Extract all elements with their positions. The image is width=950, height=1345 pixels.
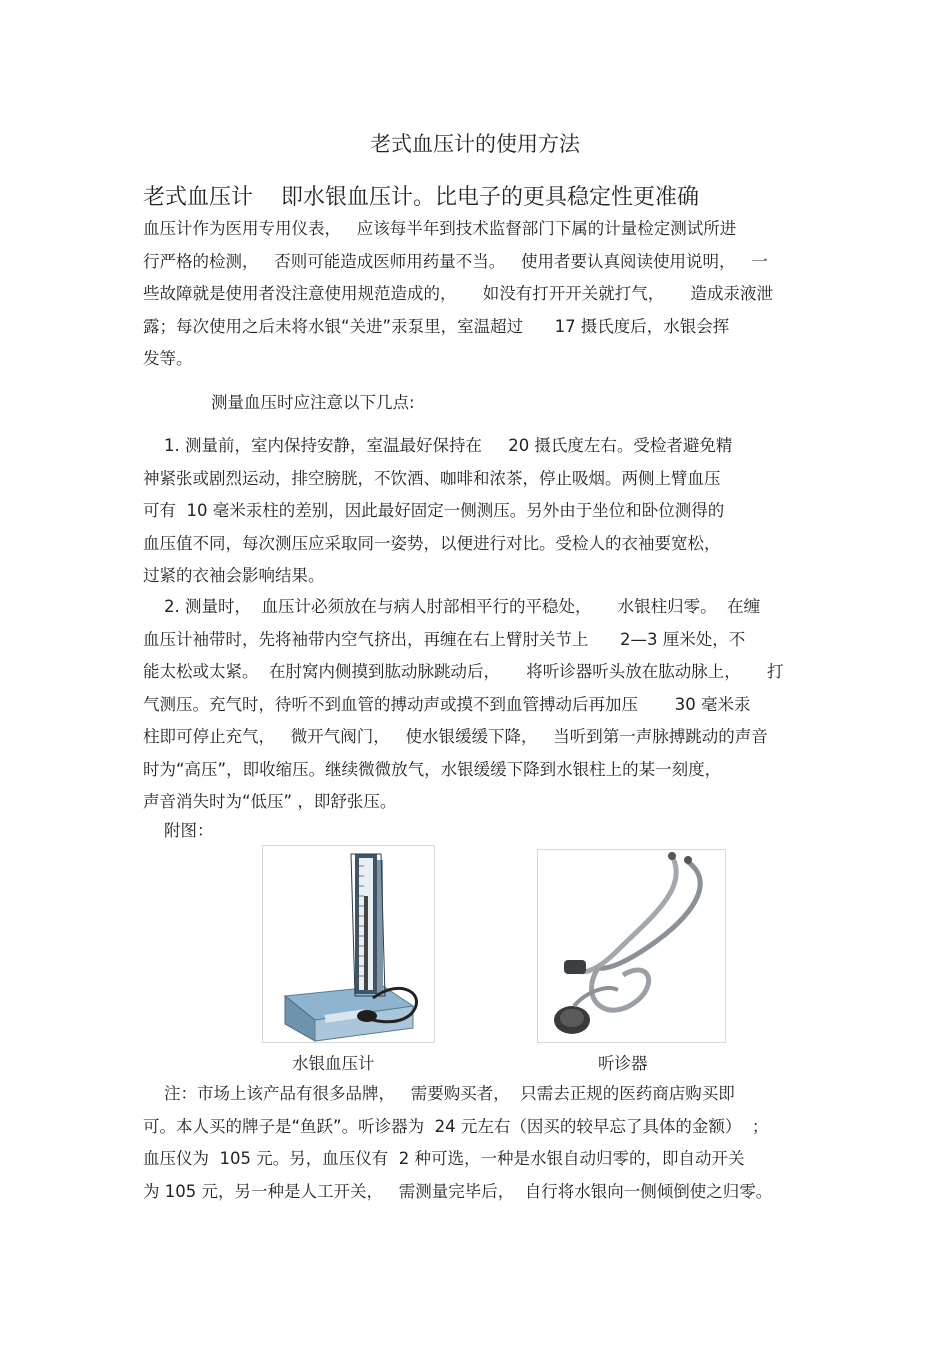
text-line: 血压值不同，每次测压应采取同一姿势，以便进行对比。受检人的衣袖要宽松， <box>143 533 721 553</box>
text-line: 可有 10 毫米汞柱的差别，因此最好固定一侧测压。另外由于坐位和卧位测得的 <box>143 501 725 520</box>
text-line: 气测压。充气时，待听不到血管的搏动声或摸不到血管搏动后再加压 30 毫米汞 <box>143 694 751 714</box>
note-paragraph <box>143 1078 813 1208</box>
text-line: 些故障就是使用者没注意使用规范造成的， 如没有打开开关就打气， 造成汞液泄 <box>143 284 773 303</box>
text-line: 血压计作为医用专用仪表， 应该每半年到技术监督部门下属的计量检定测试所进 <box>143 219 737 238</box>
text-line: 1. 测量前，室内保持安静，室温最好保持在 20 摄氏度左右。受检者避免精 <box>143 436 733 455</box>
text-line: 可。本人买的牌子是“鱼跃”。听诊器为 24 元左右（因买的较早忘了具体的金额） ； <box>143 1116 769 1136</box>
stethoscope-icon <box>538 850 725 1042</box>
intro-paragraph <box>143 213 813 376</box>
stethoscope-image <box>537 849 726 1043</box>
text-line: 声音消失时为“低压” ，即舒张压。 <box>143 792 397 811</box>
text-line: 过紧的衣袖会影响结果。 <box>143 566 325 585</box>
figure-caption-stethoscope: 听诊器 <box>598 1054 648 1073</box>
figures-row <box>0 843 950 1083</box>
text-line: 测量血压时应注意以下几点: <box>211 393 415 412</box>
text-line: 血压仪为 105 元。另，血压仪有 2 种可选，一种是水银自动归零的，即自动开关 <box>143 1149 745 1168</box>
notice-heading <box>211 387 881 420</box>
text-line: 发等。 <box>143 349 193 368</box>
text-line: 行严格的检测， 否则可能造成医师用药量不当。 使用者要认真阅读使用说明， 一 <box>143 251 768 271</box>
point-1-paragraph <box>143 430 813 593</box>
text-line: 注：市场上该产品有很多品牌， 需要购买者， 只需去正规的医药商店购买即 <box>143 1084 735 1103</box>
section-heading: 老式血压计 即水银血压计。比电子的更具稳定性更准确 <box>143 185 699 210</box>
figure-caption-sphygmomanometer: 水银血压计 <box>292 1054 375 1073</box>
text-line: 2. 测量时， 血压计必须放在与病人肘部相平行的平稳处， 水银柱归零。 在缠 <box>143 597 761 616</box>
text-line: 露；每次使用之后未将水银“关进”汞泵里，室温超过 17 摄氏度后，水银会挥 <box>143 316 730 336</box>
point-2-paragraph <box>143 591 813 819</box>
text-line: 柱即可停止充气， 微开气阀门， 使水银缓缓下降， 当听到第一声脉搏跳动的声音 <box>143 727 768 746</box>
text-line: 血压计袖带时，先将袖带内空气挤出，再缠在右上臂肘关节上 2—3 厘米处，不 <box>143 629 746 649</box>
text-line: 附图： <box>143 821 214 840</box>
text-line: 为 105 元，另一种是人工开关， 需测量完毕后， 自行将水银向一侧倾倒使之归零。 <box>143 1181 773 1201</box>
text-line: 能太松或太紧。 在肘窝内侧摸到肱动脉跳动后， 将听诊器听头放在肱动脉上， 打 <box>143 662 784 681</box>
text-line: 神紧张或剧烈运动，排空膀胱，不饮酒、咖啡和浓茶，停止吸烟。两侧上臂血压 <box>143 468 721 488</box>
mercury-sphygmomanometer-icon <box>263 846 434 1042</box>
text-line: 时为“高压”，即收缩压。继续微微放气，水银缓缓下降到水银柱上的某一刻度， <box>143 759 722 779</box>
document-title: 老式血压计的使用方法 <box>370 132 580 156</box>
mercury-sphygmomanometer-image <box>262 845 435 1043</box>
